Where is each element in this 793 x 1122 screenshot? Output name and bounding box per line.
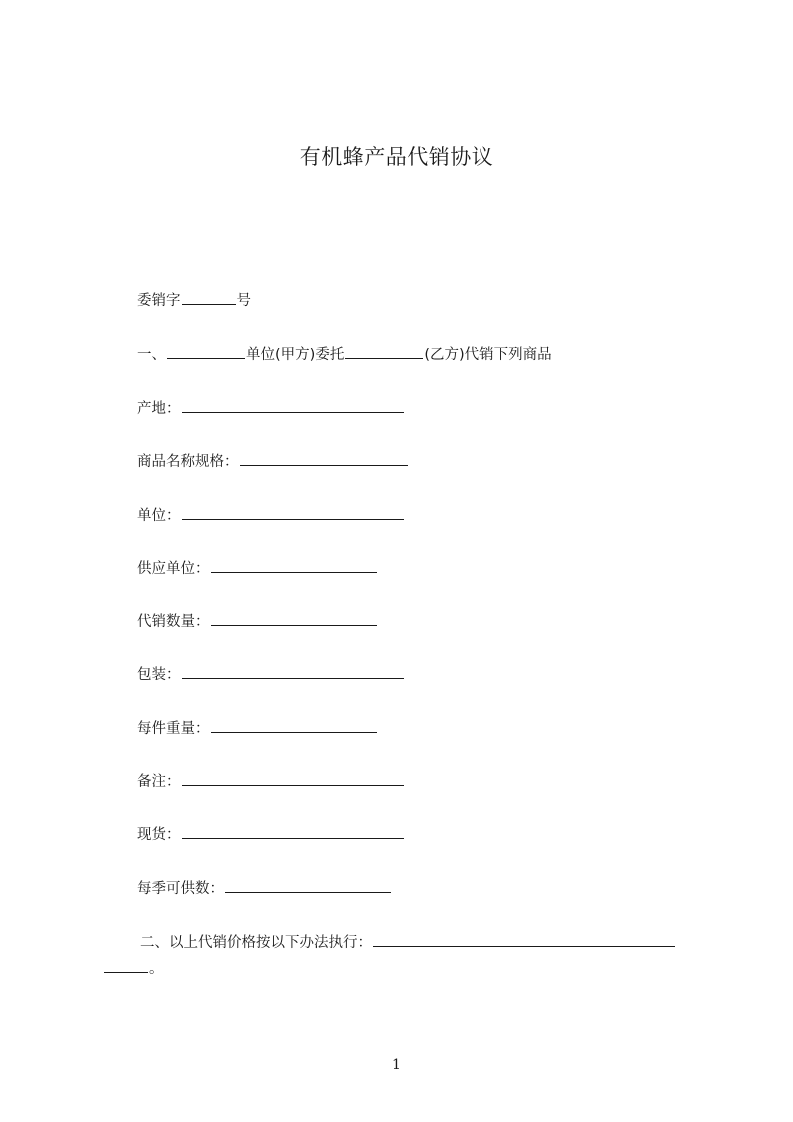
field-label: 包装：: [137, 667, 181, 683]
field-label: 每件重量：: [137, 721, 210, 737]
pricing-method-blank[interactable]: [373, 931, 675, 947]
field-label: 每季可供数：: [137, 881, 224, 897]
consign-number-blank[interactable]: [182, 289, 236, 305]
field-label: 现货：: [137, 827, 181, 843]
page-number: 1: [392, 1057, 401, 1073]
field-blank[interactable]: [211, 557, 377, 573]
field-quantity: [137, 610, 378, 633]
field-label: 供应单位：: [137, 561, 210, 577]
field-in-stock: [137, 823, 405, 846]
field-unit: [137, 504, 405, 527]
clause-2-first-line: [104, 930, 704, 956]
field-blank[interactable]: [211, 610, 377, 626]
field-origin: [137, 397, 405, 420]
consign-number-suffix: 号: [236, 293, 251, 309]
clause-1-party-a-text: 单位(甲方)委托: [246, 347, 345, 363]
field-blank[interactable]: [240, 450, 408, 466]
field-label: 单位：: [137, 508, 181, 524]
party-a-blank[interactable]: [167, 343, 245, 359]
field-blank[interactable]: [211, 717, 377, 733]
field-label: 备注：: [137, 774, 181, 790]
party-b-blank[interactable]: [345, 343, 423, 359]
field-product-name-spec: [137, 450, 409, 473]
field-label: 商品名称规格：: [137, 454, 239, 470]
field-label: 产地：: [137, 401, 181, 417]
clause-2-text: 二、以上代销价格按以下办法执行：: [140, 935, 372, 951]
field-label: 代销数量：: [137, 614, 210, 630]
document-title: 有机蜂产品代销协议: [299, 145, 494, 169]
field-blank[interactable]: [182, 397, 404, 413]
consign-number-prefix: 委销字: [137, 293, 181, 309]
field-blank[interactable]: [225, 877, 391, 893]
field-blank[interactable]: [182, 663, 404, 679]
field-quarterly-supply: [137, 877, 392, 900]
clause-1-party-b-text: (乙方)代销下列商品: [424, 347, 552, 363]
field-packaging: [137, 663, 405, 686]
field-remarks: [137, 770, 405, 793]
clause-2-second-line: [104, 956, 704, 982]
clause-2-paragraph: [104, 930, 704, 982]
field-blank[interactable]: [182, 770, 404, 786]
consign-number-line: [137, 289, 251, 312]
clause-1-line: [137, 343, 552, 366]
field-supplier: [137, 557, 378, 580]
clause-2-end: 。: [149, 961, 164, 977]
field-unit-weight: [137, 717, 378, 740]
clause-1-number: 一、: [137, 347, 166, 363]
field-blank[interactable]: [182, 504, 404, 520]
field-blank[interactable]: [182, 823, 404, 839]
pricing-method-blank-continued[interactable]: [104, 957, 148, 973]
